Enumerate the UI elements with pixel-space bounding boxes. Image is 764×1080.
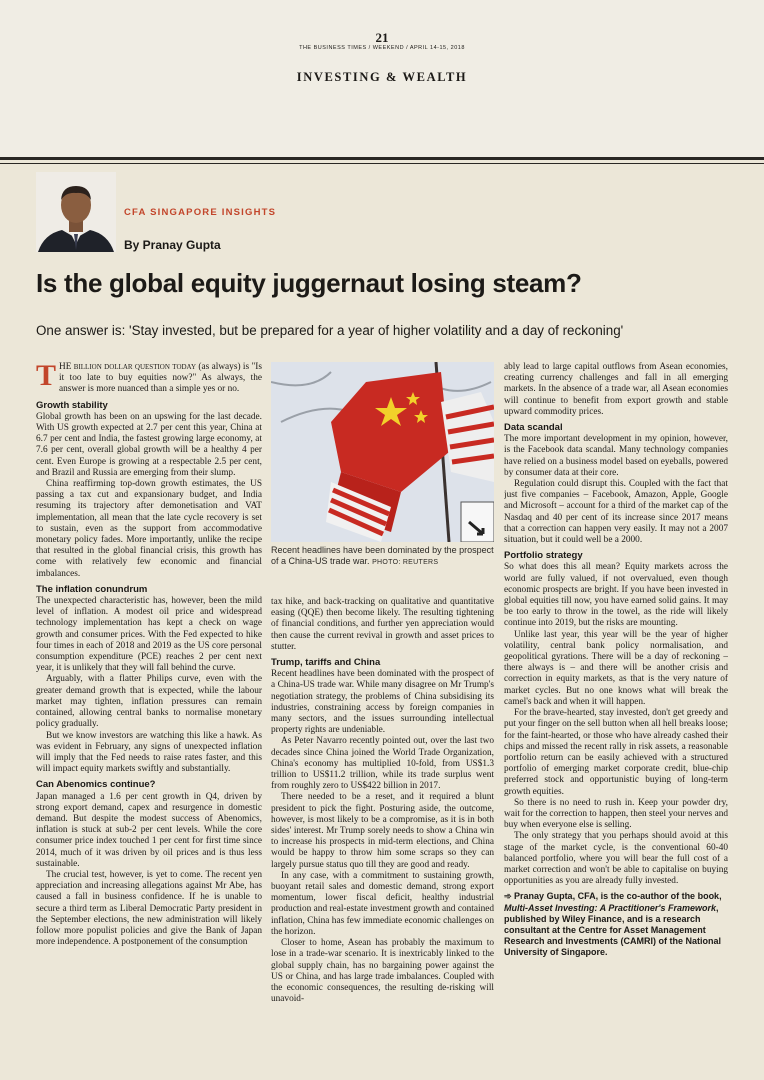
paragraph: Recent headlines have been dominated with the prospect of a China-US trade war. While many disagree on Mr Trump's negotiation strategy, the problems of China subsidising its industries, constraining access by foreign companies in many sectors, and the issues surrounding intellectual property rights are undeniable. [271, 669, 494, 736]
paragraph: There needed to be a reset, and it required a blunt president to pick the fight. Posturing aside, the outcome, however, is most likely to be a compromise, as it is in both sides' interest. Mr Trump sorely needs to show a China win to increase his prospects in mid-term elections, and China would be happy to throw him some scraps so they can largely pursue status quo till they are good and ready. [271, 792, 494, 870]
paragraph: ably lead to large capital outflows from Asean economies, creating currency challenges and fall in all emerging markets. In the absence of a trade war, all Asean economies will continue to benefit from export growth and stable upward commodity prices. [504, 362, 728, 417]
author-bio [504, 891, 728, 958]
masthead-info: THE BUSINESS TIMES / WEEKEND / APRIL 14-15, 2018 [299, 45, 465, 51]
standfirst: One answer is: 'Stay invested, but be prepared for a year of higher volatility and a day of reckoning' [36, 323, 624, 338]
bio-text: , published by Wiley Finance, and is a research consultant at the Centre for Asset Management Research and Investments (CAMRI) of the National University of Singapore. [504, 902, 722, 958]
book-title: Multi-Asset Investing: A Practitioner's Framework [504, 902, 717, 913]
paragraph: For the brave-hearted, stay invested, don't get greedy and put your finger on the sell button when all hell breaks loose; for the faint-hearted, or those who have already cashed their chips and missed the recent rally in risk assets, a reasonable portfolio return can be easily achieved with a structured portfolio of emerging market corporate credit, blue-chip preferred stock and opportunistic buying of long-term growth equities. [504, 708, 728, 797]
lead-rest: (as always) is "Is it too late to buy equities now?" As always, the answer is more nuanced than a simple yes or no. [59, 362, 262, 395]
section-title: INVESTING & WEALTH [296, 70, 468, 84]
article-column-3 [504, 362, 728, 1074]
subhead-inflation: The inflation conundrum [36, 583, 148, 595]
paragraph: The only strategy that you perhaps should avoid at this stage of the market cycle, is the conventional 60-40 balanced portfolio, where you will bear the full cost of a market correction and won't be able to capitalise on buying opportunities as you are already fully invested. [504, 831, 728, 887]
paragraph: tax hike, and back-tracking on qualitative and quantitative easing (QQE) then become likely. The resulting tightening of financial conditions, and further yen appreciation would then cause the current revival in growth and asset prices to stutter. [271, 597, 494, 652]
paragraph: Global growth has been on an upswing for the last decade. With US growth expected at 2.7 per cent this year, China at 6.7 per cent and India, the fastest growing large economy, at 7.6 per cent, overall global growth will be a healthy 4 per cent. Even Europe is growing at a respectable 2.5 per cent, and Brazil and Russia are emerging from their slump. [36, 411, 262, 478]
subhead-portfolio: Portfolio strategy [504, 550, 583, 562]
header-rule [0, 157, 764, 160]
subhead-data: Data scandal [504, 422, 563, 434]
paragraph: So there is no need to rush in. Keep your powder dry, wait for the correction to happen, then steel your nerves and buy when everyone else is selling. [504, 797, 728, 831]
byline: By Pranay Gupta [124, 238, 221, 252]
lead-paragraph [36, 362, 262, 396]
paragraph: The crucial test, however, is yet to come. The recent yen appreciation and increasing allegations against Mr Abe, has caused a fall in business confidence. If he is unable to secure a third term as Liberal Democratic Party president in the September elections, the new administration will likely follow more populist policies and give the Bank of Japan more independence. A postponement of the consumption [36, 869, 262, 948]
paragraph: Regulation could disrupt this. Coupled with the fact that just five companies – Facebook, Amazon, Apple, Google and Microsoft – account for a third of the market cap of the Nasdaq and 40 per cent of its increase since 2017 means that a correction can happen very easily. It may not a 2007 situation, but it could well be a 2000. [504, 479, 728, 546]
column-label: CFA SINGAPORE INSIGHTS [124, 207, 277, 218]
paragraph: Japan managed a 1.6 per cent growth in Q4, driven by strong export demand, capex and resurgence in domestic demand. But despite the modest success of Abenomics, inflation is stuck at sub-2 per cent levels. While the core consumer price index touched 1 per cent for first time since 2014, much of it was driven by oil prices and is thus less sustainable. [36, 791, 262, 869]
subhead-growth: Growth stability [36, 399, 108, 411]
header-rule-thin [0, 163, 764, 164]
paragraph: As Peter Navarro recently pointed out, over the last two decades since China joined the World Trade Organization, China's economy has multiplied 10-fold, from US$1.3 trillion to US$11.2 trillion, while its trade surplus went from roughly zero to US$422 billion in 2017. [271, 736, 494, 792]
paragraph: Arguably, with a flatter Philips curve, even with the greater demand growth that is expected, while the labour market may tighten, inflation pressures can remain contained, allowing central banks to normalise monetary policy gradually. [36, 674, 262, 730]
lead-caps: HE billion dollar question today [59, 362, 197, 372]
subhead-abenomics: Can Abenomics continue? [36, 779, 156, 791]
article-column-1 [36, 362, 262, 1074]
drop-cap: T [36, 362, 57, 392]
page-number: 21 [375, 30, 389, 45]
paragraph: But we know investors are watching this like a hawk. As was evident in February, any signs of unexpected inflation will imply that the Fed needs to raise rates faster, and this will impact equity markets swiftly and substantially. [36, 730, 262, 775]
bio-text: Pranay Gupta, CFA, is the co-author of the book, [511, 891, 722, 902]
paragraph: So what does this all mean? Equity markets across the world are fully valued, if not overvalued, even though economic prospects are bright. If you have been invested in global equities till now, you have earned solid gains. It may be too early to throw in the towel, as the ride will likely continue into 2019, but the risks are mounting. [504, 562, 728, 629]
caption-text: Recent headlines have been dominated by the prospect of a China-US trade war. [271, 545, 494, 566]
subhead-trump: Trump, tariffs and China [271, 657, 381, 669]
paragraph: The more important development in my opinion, however, is the Facebook data scandal. Many technology companies have relied on a business model based on eyeballs, powered by consumer data at their core. [504, 434, 728, 478]
paragraph: The unexpected characteristic has, however, been the mild level of inflation. A modest oil price and widespread technology implementation has kept a check on wage growth and consumer prices. With the Fed expected to hike four times in each of 2018 and 2019 as the US core personal consumption expenditure (PCE) reaches 2 per cent next year, it is unlikely that they will fall behind the curve. [36, 596, 262, 674]
paragraph: In any case, with a commitment to sustaining growth, buoyant retail sales and domestic demand, strong export momentum, lower fiscal deficit, healthy industrial production and real-estate investment growth and contained inflation, China has few immediate economic challenges on the horizon. [271, 870, 494, 937]
paragraph: Closer to home, Asean has probably the maximum to lose in a trade-war scenario. It is inextricably linked to the global supply chain, has no bargaining power against the US or China, and has large trade imbalances. Coupled with the economic consequences, the resulting de-risking will unavoid- [271, 938, 494, 1005]
photo-credit: PHOTO: REUTERS [372, 559, 439, 566]
paragraph: China reaffirming top-down growth estimates, the US passing a tax cut and expansionary budget, and India resuming its trajectory after demonetisation and VAT implementation, all mean that the late cycle recovery is set to sustain, even as the support from accommodative monetary policy fades. More importantly, unlike the recipe that resulted in the global financial crisis, this growth has come with relatively few economic and financial imbalances. [36, 479, 262, 579]
paragraph: Unlike last year, this year will be the year of higher volatility, central bank policy normalisation, and geopolitical gyrations. There will be a day of reckoning – there always is – and there will be another crisis and correction in equity markets, as that is the very nature of market cycles. But no one knows what will break the camel's back and when it will happen. [504, 629, 728, 707]
article-column-2 [271, 597, 494, 1074]
flag-photo [271, 362, 494, 542]
photo-caption [271, 545, 494, 568]
author-photo [36, 172, 116, 252]
arrow-icon: ➾ [504, 891, 512, 902]
headline: Is the global equity juggernaut losing steam? [36, 268, 582, 298]
